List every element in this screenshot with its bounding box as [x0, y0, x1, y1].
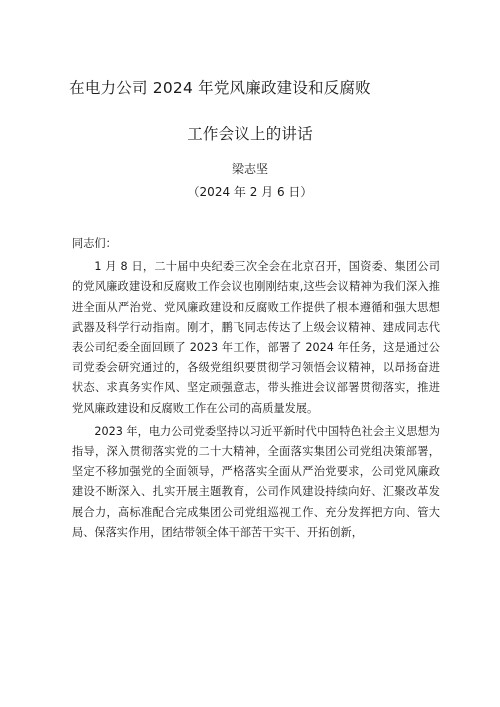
document-title-line-2: 工作会议上的讲话: [187, 125, 313, 143]
salutation: 同志们：: [72, 237, 117, 250]
paragraph-2: 2023 年，电力公司党委坚持以习近平新时代中国特色社会主义思想为指导，深入贯彻落实党的二十大精神，全面落实集团公司党组决策部署，坚定不移加强党的全面领导，严格落实全面从严治党要求，公司党风廉政建设不断深入、扎实开展主题教育，公司作风建设持续向好、汇聚改革发展合力，高标准配合完成集团公司党组巡视工作、充分发挥把方向、管大局、保落实作用，团结带领全体干部苦干实干、开拓创新，: [72, 424, 440, 539]
paragraph-1: 1 月 8 日，二十届中央纪委三次全会在北京召开，国资委、集团公司的党风廉政建设和反腐败工作会议也刚刚结束,这些会议精神为我们深入推进全面从严治党、党风廉政建设和反腐败工作提供了根本遵循和强大思想武器及科学行动指南。刚才，鹏飞同志传达了上级会议精神、建成同志代表公司纪委全面回顾了 2023 年工作，部署了 2024 年任务，这是通过公司党委会研究通过的，各级党组织要贯彻学习领悟会议精神，以昂扬奋进状态、求真务实作风、坚定顽强意志，带头推进会议部署贯彻落实，推进党风廉政建设和反腐败工作在公司的高质量发展。: [72, 260, 440, 415]
document-date: （2024 年 2 月 6 日）: [187, 185, 313, 199]
document-author: 梁志坚: [231, 162, 268, 176]
document-body: [72, 234, 440, 543]
document-title-line-1: 在电力公司 2024 年党风廉政建设和反腐败: [69, 79, 371, 97]
